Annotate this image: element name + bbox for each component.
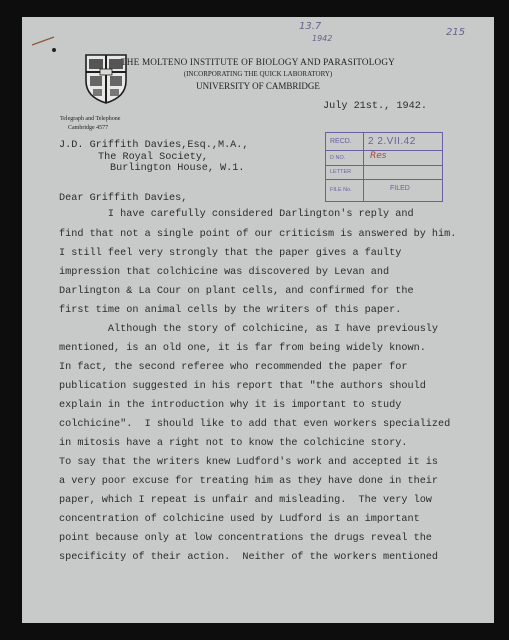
stamp-handwritten-ref: Res — [370, 151, 387, 161]
body-line: I still feel very strongly that the paper gives a faulty — [59, 248, 402, 259]
stamp-row2-label: D NO. — [330, 155, 346, 161]
recipient-address: Burlington House, W.1. — [110, 163, 245, 174]
body-line: a very poor excuse for treating him as they have done in their — [59, 476, 439, 487]
body-line: concentration of colchicine used by Ludford is an important — [59, 514, 420, 525]
institute-name: THE MOLTENO INSTITUTE OF BIOLOGY AND PARASITOLOGY — [120, 57, 396, 67]
body-line: In fact, the second referee who recommended the paper for — [59, 362, 408, 373]
body-line: point because only at low concentrations the drugs reveal the — [59, 533, 432, 544]
body-line: I have carefully considered Darlington's reply and — [59, 209, 414, 220]
letter-page — [22, 17, 494, 623]
recipient-name: J.D. Griffith Davies,Esq.,M.A., — [59, 140, 249, 151]
stamp-received-date: 2 2.VII.42 — [368, 136, 416, 147]
telephone-number: Cambridge 4577 — [68, 125, 109, 131]
body-line: in mitosis have a right not to know the colchicine story. — [59, 438, 408, 449]
corner-page-number: 215 — [446, 27, 466, 38]
letter-date: July 21st., 1942. — [323, 101, 427, 112]
body-line: Darlington & La Cour on plant cells, and confirmed for the — [59, 286, 414, 297]
body-line: specificity of their action. Neither of the workers mentioned — [59, 552, 439, 563]
handwritten-number: 13.7 — [299, 21, 322, 32]
body-line: To say that the writers knew Ludford's work and accepted it is — [59, 457, 439, 468]
university-name: UNIVERSITY OF CAMBRIDGE — [196, 81, 320, 91]
body-line: paper, which I repeat is unfair and misleading. The very low — [59, 495, 432, 506]
body-line: first time on animal cells by the writers of this paper. — [59, 305, 402, 316]
received-stamp — [325, 132, 443, 202]
body-line: mentioned, is an old one, it is far from being widely known. — [59, 343, 426, 354]
handwritten-year: 1942 — [312, 34, 333, 43]
telegraph-label: Telegraph and Telephone — [60, 116, 121, 122]
stamp-filed-label: FILED — [390, 185, 410, 192]
body-line: find that not a single point of our criticism is answered by him. — [59, 229, 457, 240]
body-line: Although the story of colchicine, as I have previously — [59, 324, 439, 335]
body-line: publication suggested in his report that "the authors should — [59, 381, 426, 392]
stamp-recd-label: RECD. — [330, 138, 352, 145]
incorporating-line: (INCORPORATING THE QUICK LABORATORY) — [183, 70, 333, 78]
body-line: colchicine". I should like to add that even workers specialized — [59, 419, 451, 430]
salutation: Dear Griffith Davies, — [59, 193, 188, 204]
stamp-row3-label: LETTER — [330, 169, 352, 175]
stamp-file-label: FILE No. — [330, 187, 352, 193]
body-line: impression that colchicine was discovered by Levan and — [59, 267, 390, 278]
recipient-organization: The Royal Society, — [98, 152, 209, 163]
margin-pencil-mark — [30, 31, 60, 55]
body-line: explain in the introduction why it is important to study — [59, 400, 402, 411]
